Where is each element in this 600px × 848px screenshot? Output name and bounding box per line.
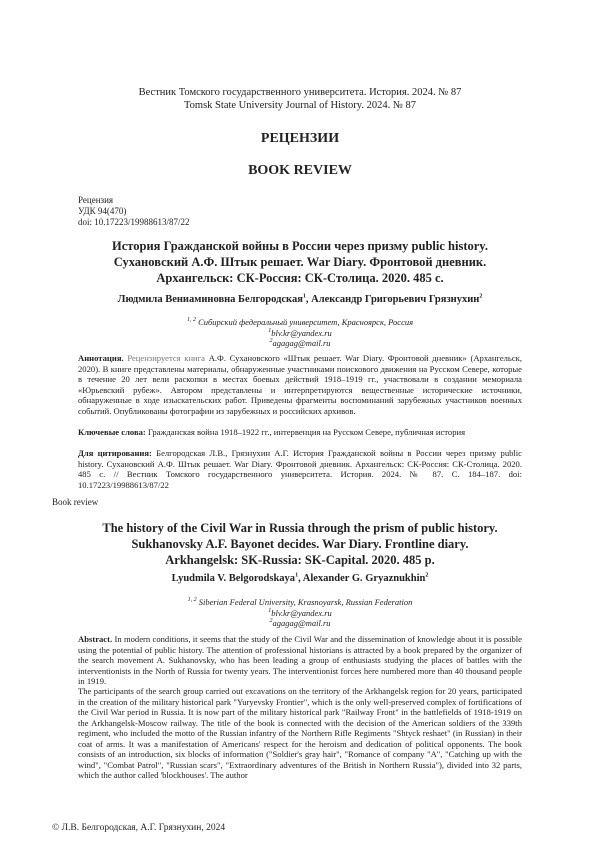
journal-title-ru: Вестник Томского государственного университета. История. 2024. № 87 — [0, 87, 600, 98]
title-en-line: Arkhangelsk: SK-Russia: SK-Capital. 2020. 485 p. — [60, 552, 540, 568]
title-en-line: Sukhanovsky A.F. Bayonet decides. War Diary. Frontline diary. — [60, 536, 540, 552]
author-1-sup: 1 — [303, 294, 306, 300]
author-1: Людмила Вениаминовна Белгородская — [118, 294, 303, 305]
title-ru-line: История Гражданской войны в России через призму public history. — [60, 238, 540, 254]
email-1[interactable]: blv.kr@yandex.ru — [271, 328, 332, 338]
article-type: Рецензия — [78, 195, 190, 206]
copyright: © Л.В. Белгородская, А.Г. Грязнухин, 2024 — [52, 823, 225, 833]
page — [0, 0, 600, 848]
email-1[interactable]: blv.kr@yandex.ru — [271, 608, 332, 618]
email-1-sup: 1 — [268, 608, 271, 614]
section-heading-ru: РЕЦЕНЗИИ — [0, 131, 600, 147]
keywords-ru-label: Ключевые слова: — [78, 427, 146, 437]
doi: doi: 10.17223/19988613/87/22 — [78, 217, 190, 228]
email-2[interactable]: agagag@mail.ru — [272, 618, 330, 628]
citation-ru — [78, 448, 522, 490]
email-2-sup: 2 — [269, 338, 272, 344]
aff-sup: 1, 2 — [187, 317, 196, 323]
keywords-ru-text: Гражданская война 1918–1922 гг., интервенция на Русском Севере, публичная история — [148, 427, 465, 437]
journal-title-en: Tomsk State University Journal of History. 2024. № 87 — [0, 100, 600, 111]
author-2-sup: 2 — [425, 573, 428, 579]
book-review-label: Book review — [52, 497, 98, 507]
citation-ru-text: Белгородская Л.В., Грязнухин А.Г. История Гражданской войны в России через призму public history. Сухановский А.Ф. Штык решает. War Diary. Фронтовой дневник. Архангельск: СК-Россия: СК-Столица. 2020. 485 с. // Вестник Томского государственного университета. История. 2024. № 87. С. 184–187. doi: 10.17223/19988613/87/22 — [78, 448, 522, 490]
title-en-line: The history of the Civil War in Russia through the prism of public history. — [60, 520, 540, 536]
article-meta — [78, 195, 190, 228]
email-2[interactable]: agagag@mail.ru — [272, 338, 330, 348]
affiliation-text: Сибирский федеральный университет, Красноярск, Россия — [198, 317, 413, 327]
authors-ru: Людмила Вениаминовна Белгородская1, Александр Григорьевич Грязнухин2 — [0, 294, 600, 305]
author-2: Alexander G. Gryaznukhin — [303, 573, 426, 584]
abstract-en-p2: The participants of the search group carried out excavations on the territory of the Arkhangelsk region for 20 years, participated in the creation of the military historical park "Yuryevsky Frontier", which is the only well-preserved complex of fortifications of the Civil War period in Russia. It is now part of the military historical park "Railway Front" in the battlefields of 1918-1919 on the Arkhangelsk-Moscow railway. The title of the book is connected with the decision of the American soldiers of the 339th regiment, who included the motto of the Russian infantry of the Northern Rifle Regiments "Shtyck reshaet" (in Russian) in their coat of arms. It was a manifestation of Americans' respect for the heroism and dedication of political opponents. The book consists of an introduction, six blocks of information ("Soldier's gray hair", "Romance of company "A", "Catching up with the wind", "Combat Patrol", "Russian scars", "Extraordinary adventures of the British in Northern Russia"), divided into 32 parts, which the author called 'blockhouses'. The author — [78, 686, 522, 781]
abstract-ru — [78, 353, 522, 416]
affiliation-en — [0, 597, 600, 629]
abstract-en-label: Abstract. — [78, 634, 112, 644]
affiliation-text: Siberian Federal University, Krasnoyarsk, Russian Federation — [199, 597, 413, 607]
title-en — [60, 520, 540, 568]
abstract-ru-label: Аннотация. — [78, 353, 124, 363]
citation-ru-label: Для цитирования: — [78, 448, 152, 458]
affiliation-ru — [0, 317, 600, 349]
author-2-sup: 2 — [479, 294, 482, 300]
keywords-ru — [78, 427, 522, 438]
title-ru — [60, 238, 540, 286]
authors-en: Lyudmila V. Belgorodskaya1, Alexander G. Gryaznukhin2 — [0, 573, 600, 584]
author-2: Александр Григорьевич Грязнухин — [311, 294, 479, 305]
abstract-ru-lead: Рецензируется книга — [127, 353, 205, 363]
email-1-sup: 1 — [268, 328, 271, 334]
abstract-en-p1 — [78, 634, 522, 687]
abstract-ru-text: А.Ф. Сухановского «Штык решает. War Diary. Фронтовой дневник» (Архангельск, 2020). В книге представлены материалы, обнаруженные участниками поискового движения на Русском Севере, которые в течение 20 лет вели раскопки в местах боевых действий 1918–1919 гг., участвовали в создании мемориала «Юрьевский рубеж». Автором представлены и интерпретируются вещественные исторические источники, обнаруженные в ходе изыскательских работ. Приведены фрагменты воспоминаний зарубежных участников военных событий. Опубликованы фотографии из зарубежных и российских архивов. — [78, 353, 522, 416]
section-heading-en: BOOK REVIEW — [0, 163, 600, 179]
udc-code: УДК 94(470) — [78, 206, 190, 217]
author-1-sup: 1 — [295, 573, 298, 579]
email-2-sup: 2 — [269, 618, 272, 624]
title-ru-line: Сухановский А.Ф. Штык решает. War Diary. Фронтовой дневник. — [60, 254, 540, 270]
author-1: Lyudmila V. Belgorodskaya — [172, 573, 295, 584]
title-ru-line: Архангельск: СК-Россия: СК-Столица. 2020. 485 с. — [60, 270, 540, 286]
aff-sup: 1, 2 — [188, 597, 197, 603]
abstract-en-text-1: In modern conditions, it seems that the study of the Civil War and the dissemination of knowledge about it is possible using the potential of public history. The attention of professional historians is attracted by a book prepared by the organizer of the search movement A. Sukhanovsky, who has been leading a group of enthusiasts studying the places of battles with the interventionists in the North of Russia for twenty years. The interventionist forces here numbered more than 40 thousand people in 1919. — [78, 634, 522, 686]
